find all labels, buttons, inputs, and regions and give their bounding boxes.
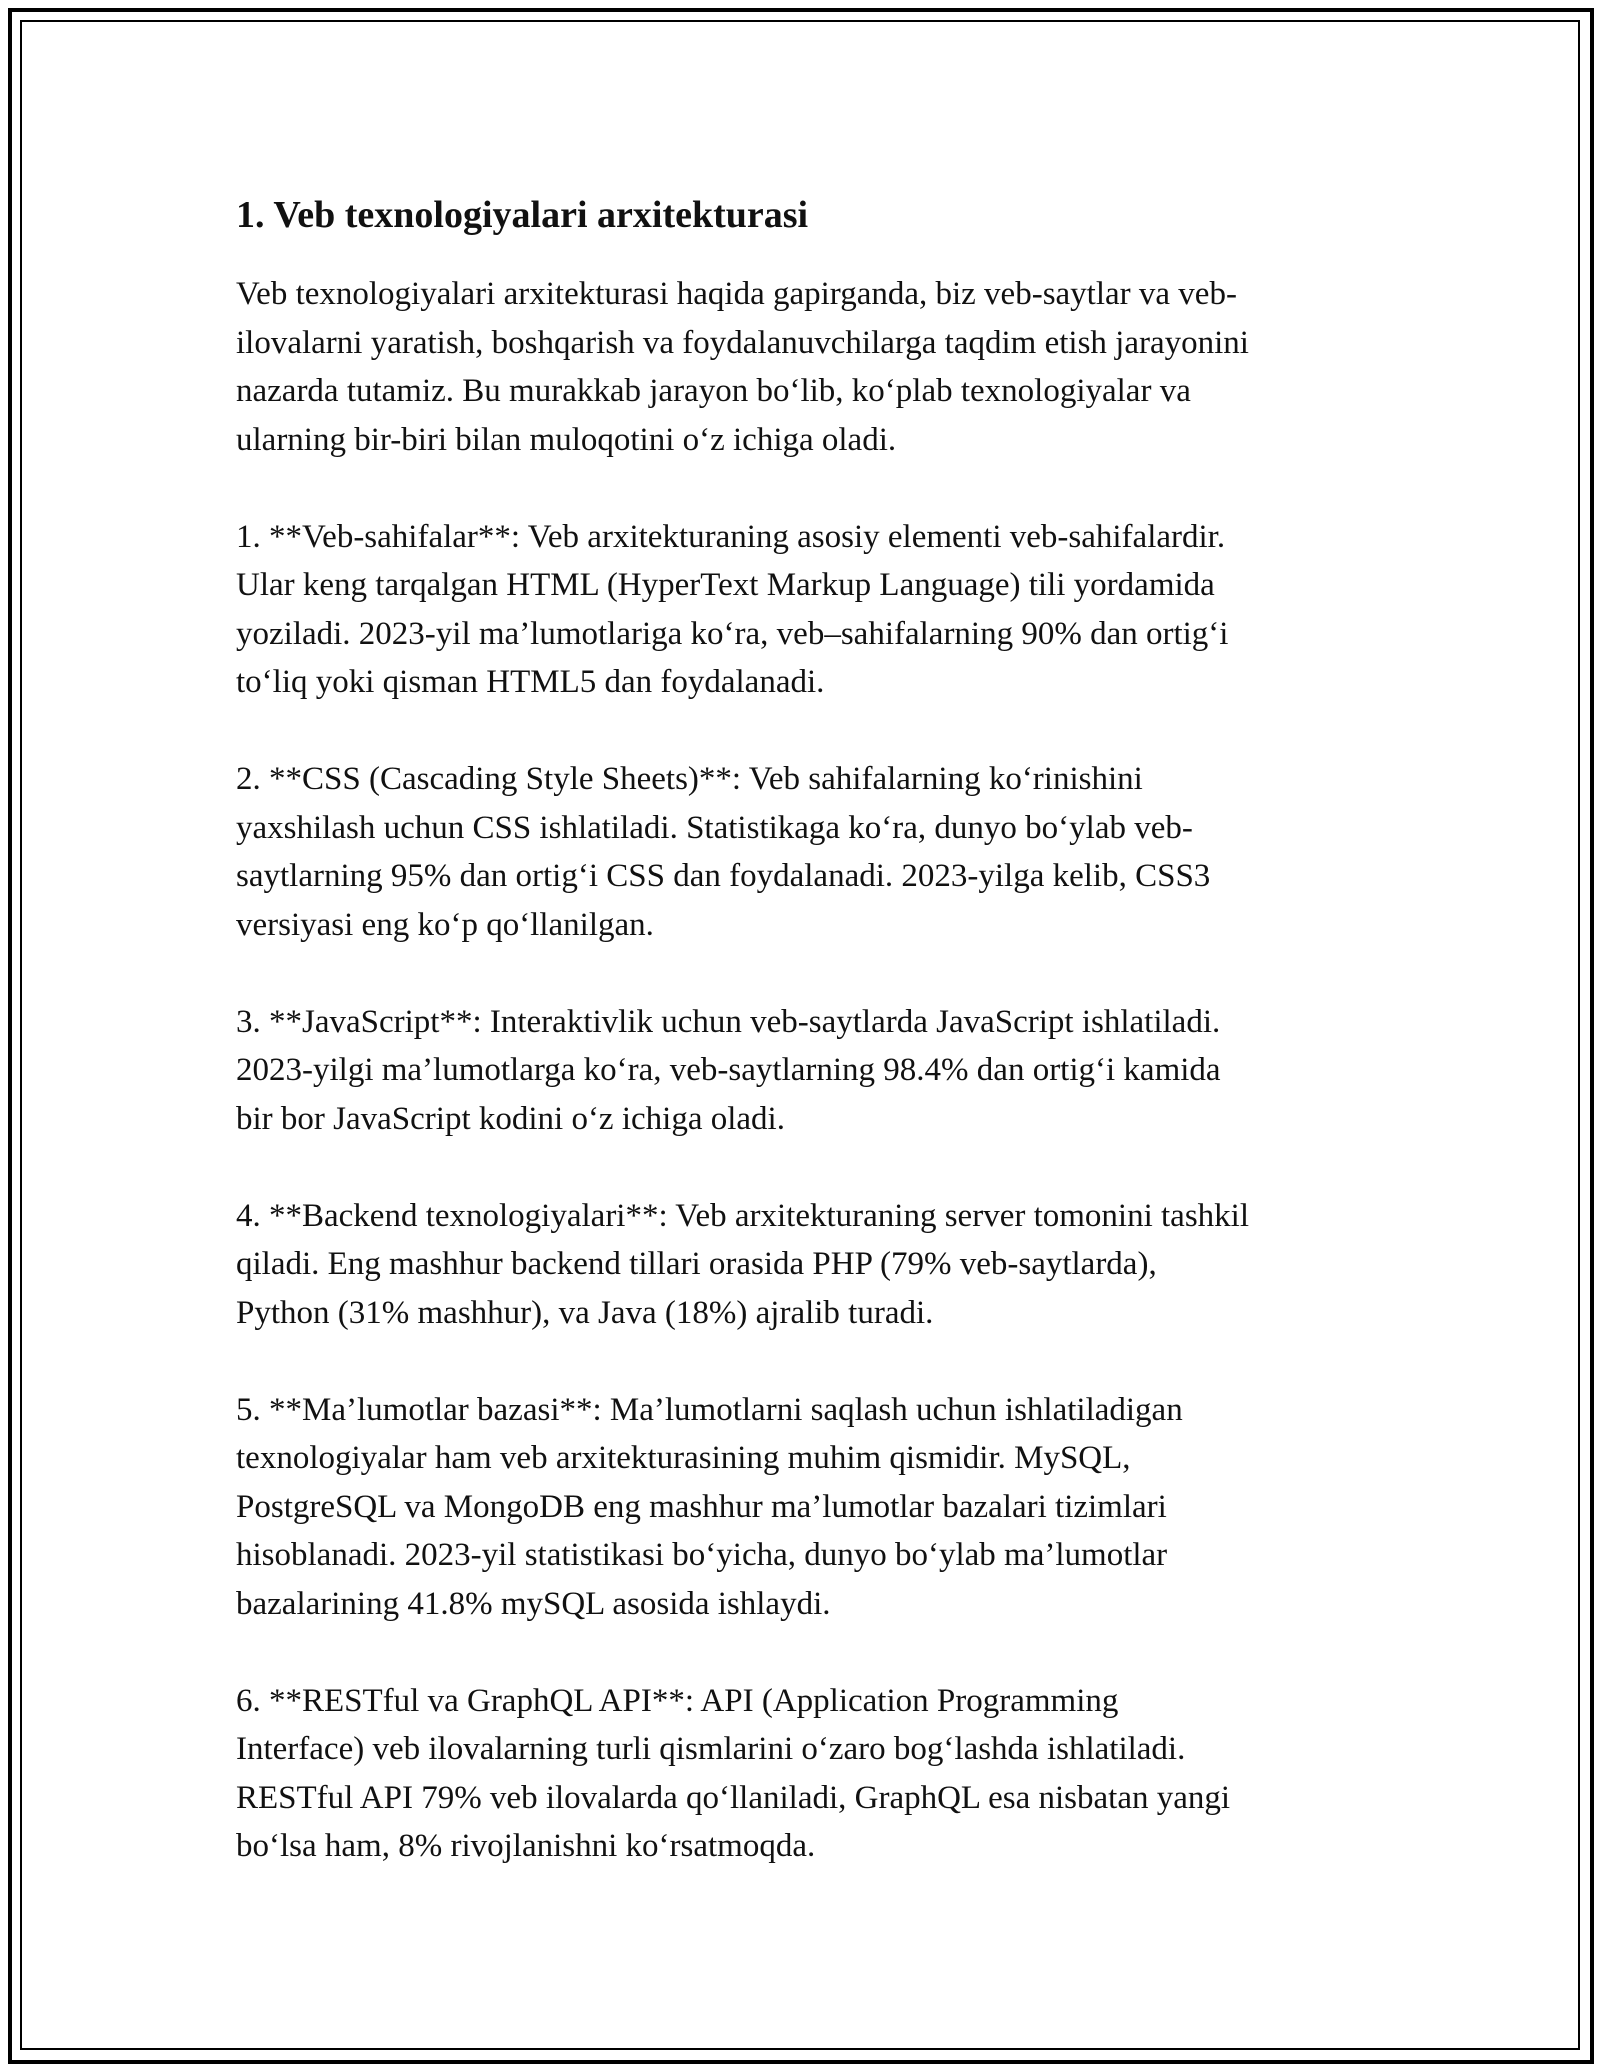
- intro-paragraph: Veb texnologiyalari arxitekturasi haqida gapirganda, biz veb-saytlar va veb- ilovalarni yaratish, boshqarish va foydalanuvchilarga taqdim etish jarayonini nazarda tutamiz. Bu murakkab jarayon bo‘lib, ko‘plab texnologiyalar va ularning bir-biri bilan muloqotini o‘z ichiga oladi.: [236, 276, 1249, 458]
- section-heading: 1. Veb texnologiyalari arxitekturasi: [236, 194, 809, 236]
- paragraph-web-pages: 1. **Veb-sahifalar**: Veb arxitekturaning asosiy elementi veb-sahifalardir. Ular keng tarqalgan HTML (HyperText Markup Language) tili yordamida yoziladi. 2023-yil ma’lumotlariga ko‘ra, veb–sahifalarning 90% dan ortig‘i to‘liq yoki qisman HTML5 dan foydalanadi.: [236, 518, 1229, 700]
- paragraph-javascript: 3. **JavaScript**: Interaktivlik uchun veb-saytlarda JavaScript ishlatiladi. 2023-yilgi ma’lumotlarga ko‘ra, veb-saytlarning 98.4% dan ortig‘i kamida bir bor JavaScript kodini o‘z ichiga oladi.: [236, 1003, 1221, 1137]
- paragraph-css: 2. **CSS (Cascading Style Sheets)**: Veb sahifalarning ko‘rinishini yaxshilash uchun CSS ishlatiladi. Statistikaga ko‘ra, dunyo bo‘ylab veb- saytlarning 95% dan ortig‘i CSS dan foydalanadi. 2023-yilga kelib, CSS3 versiyasi eng ko‘p qo‘llanilgan.: [236, 761, 1211, 943]
- paragraph-database: 5. **Ma’lumotlar bazasi**: Ma’lumotlarni saqlash uchun ishlatiladigan texnologiyalar ham veb arxitekturasining muhim qismidir. MySQL, PostgreSQL va MongoDB eng mashhur ma’lumotlar bazalari tizimlari hisoblanadi. 2023-yil statistikasi bo‘yicha, dunyo bo‘ylab ma’lumotlar bazalarining 41.8% mySQL asosida ishlaydi.: [236, 1391, 1183, 1622]
- document-body: [236, 190, 1376, 1919]
- paragraph-backend: 4. **Backend texnologiyalari**: Veb arxitekturaning server tomonini tashkil qiladi. Eng mashhur backend tillari orasida PHP (79% veb-saytlarda), Python (31% mashhur), va Java (18%) ajralib turadi.: [236, 1197, 1249, 1331]
- paragraph-api: 6. **RESTful va GraphQL API**: API (Application Programming Interface) veb ilovalarning turli qismlarini o‘zaro bog‘lashda ishlatiladi. RESTful API 79% veb ilovalarda qo‘llaniladi, GraphQL esa nisbatan yangi bo‘lsa ham, 8% rivojlanishni ko‘rsatmoqda.: [236, 1682, 1231, 1864]
